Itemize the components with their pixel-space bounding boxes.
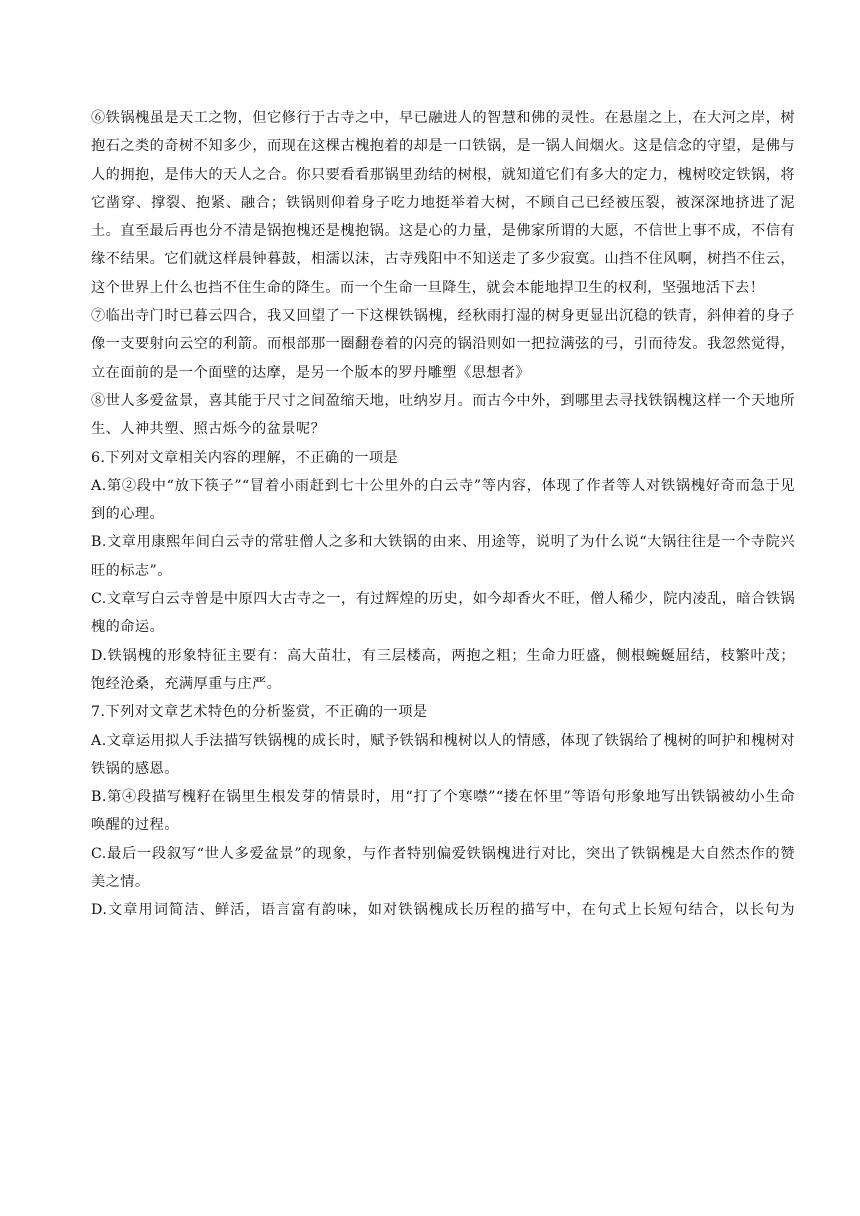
passage-paragraph-6: ⑥铁锅槐虽是天工之物，但它修行于古寺之中，早已融进人的智慧和佛的灵性。在悬崖之上，在大河之岸，树抱石之类的奇树不知多少，而现在这棵古槐抱着的却是一口铁锅，是一锅人间烟火。这是信念的守望，是佛与人的拥抱，是伟大的天人之合。你只要看看那锅里劲结的树根，就知道它们有多大的定力，槐树咬定铁锅，将它凿穿、撑裂、抱紧、融合；铁锅则仰着身子吃力地挺举着大树，不顾自己已经被压裂，被深深地挤进了泥土。直至最后再也分不清是锅抱槐还是槐抱锅。这是心的力量，是佛家所谓的大愿，不信世上事不成，不信有缘不结果。它们就这样晨钟暮鼓，相濡以沫，古寺残阳中不知送走了多少寂寞。山挡不住风啊，树挡不住云，这个世界上什么也挡不住生命的降生。而一个生命一旦降生，就会本能地捍卫生的权利，坚强地活下去！ [91,110,795,296]
question-6-option-c: C.文章写白云寺曾是中原四大古寺之一，有过辉煌的历史，如今却香火不旺，僧人稀少，院内凌乱，暗合铁锅槐的命运。 [91,591,795,636]
question-6-option-b: B.文章用康熙年间白云寺的常驻僧人之多和大铁锅的由来、用途等，说明了为什么说“大锅往往是一个寺院兴旺的标志”。 [91,534,795,579]
question-6-option-d: D.铁锅槐的形象特征主要有：高大苗壮，有三层楼高，两抱之粗；生命力旺盛，侧根蜿蜒屈结，枝繁叶茂；饱经沧桑，充满厚重与庄严。 [91,647,795,692]
question-7-option-b: B.第④段描写槐籽在锅里生根发芽的情景时，用“打了个寒噤”“搂在怀里”等语句形象地写出铁锅被幼小生命唤醒的过程。 [91,789,795,834]
passage-paragraph-7: ⑦临出寺门时已暮云四合，我又回望了一下这棵铁锅槐，经秋雨打湿的树身更显出沉稳的铁青，斜伸着的身子像一支要射向云空的利箭。而根部那一圈翻卷着的闪亮的锅沿则如一把拉满弦的弓，引而待发。我忽然觉得，立在面前的是一个面壁的达摩，是另一个版本的罗丹雕塑《思想者》 [91,308,795,381]
question-7-stem: 7.下列对文章艺术特色的分析鉴赏，不正确的一项是 [91,704,428,721]
question-6-stem: 6.下列对文章相关内容的理解，不正确的一项是 [91,449,399,466]
question-7-option-c: C.最后一段叙写“世人多爱盆景”的现象，与作者特别偏爱铁锅槐进行对比，突出了铁锅槐是大自然杰作的赞美之情。 [91,845,795,891]
question-6-option-a: A.第②段中“放下筷子”“冒着小雨赶到七十公里外的白云寺”等内容，体现了作者等人对铁锅槐好奇而急于见到的心理。 [91,477,795,523]
question-7-option-d: D.文章用词简洁、鲜活，语言富有韵味，如对铁锅槐成长历程的描写中，在句式上长短句结合，以长句为 [91,902,795,919]
question-7-option-a: A.文章运用拟人手法描写铁锅槐的成长时，赋予铁锅和槐树以人的情感，体现了铁锅给了槐树的呵护和槐树对铁锅的感恩。 [91,732,795,777]
passage-paragraph-8: ⑧世人多爱盆景，喜其能于尺寸之间盈缩天地，吐纳岁月。而古今中外，到哪里去寻找铁锅槐这样一个天地所生、人神共塑、照古烁今的盆景呢？ [91,392,795,438]
page-content [91,104,795,925]
